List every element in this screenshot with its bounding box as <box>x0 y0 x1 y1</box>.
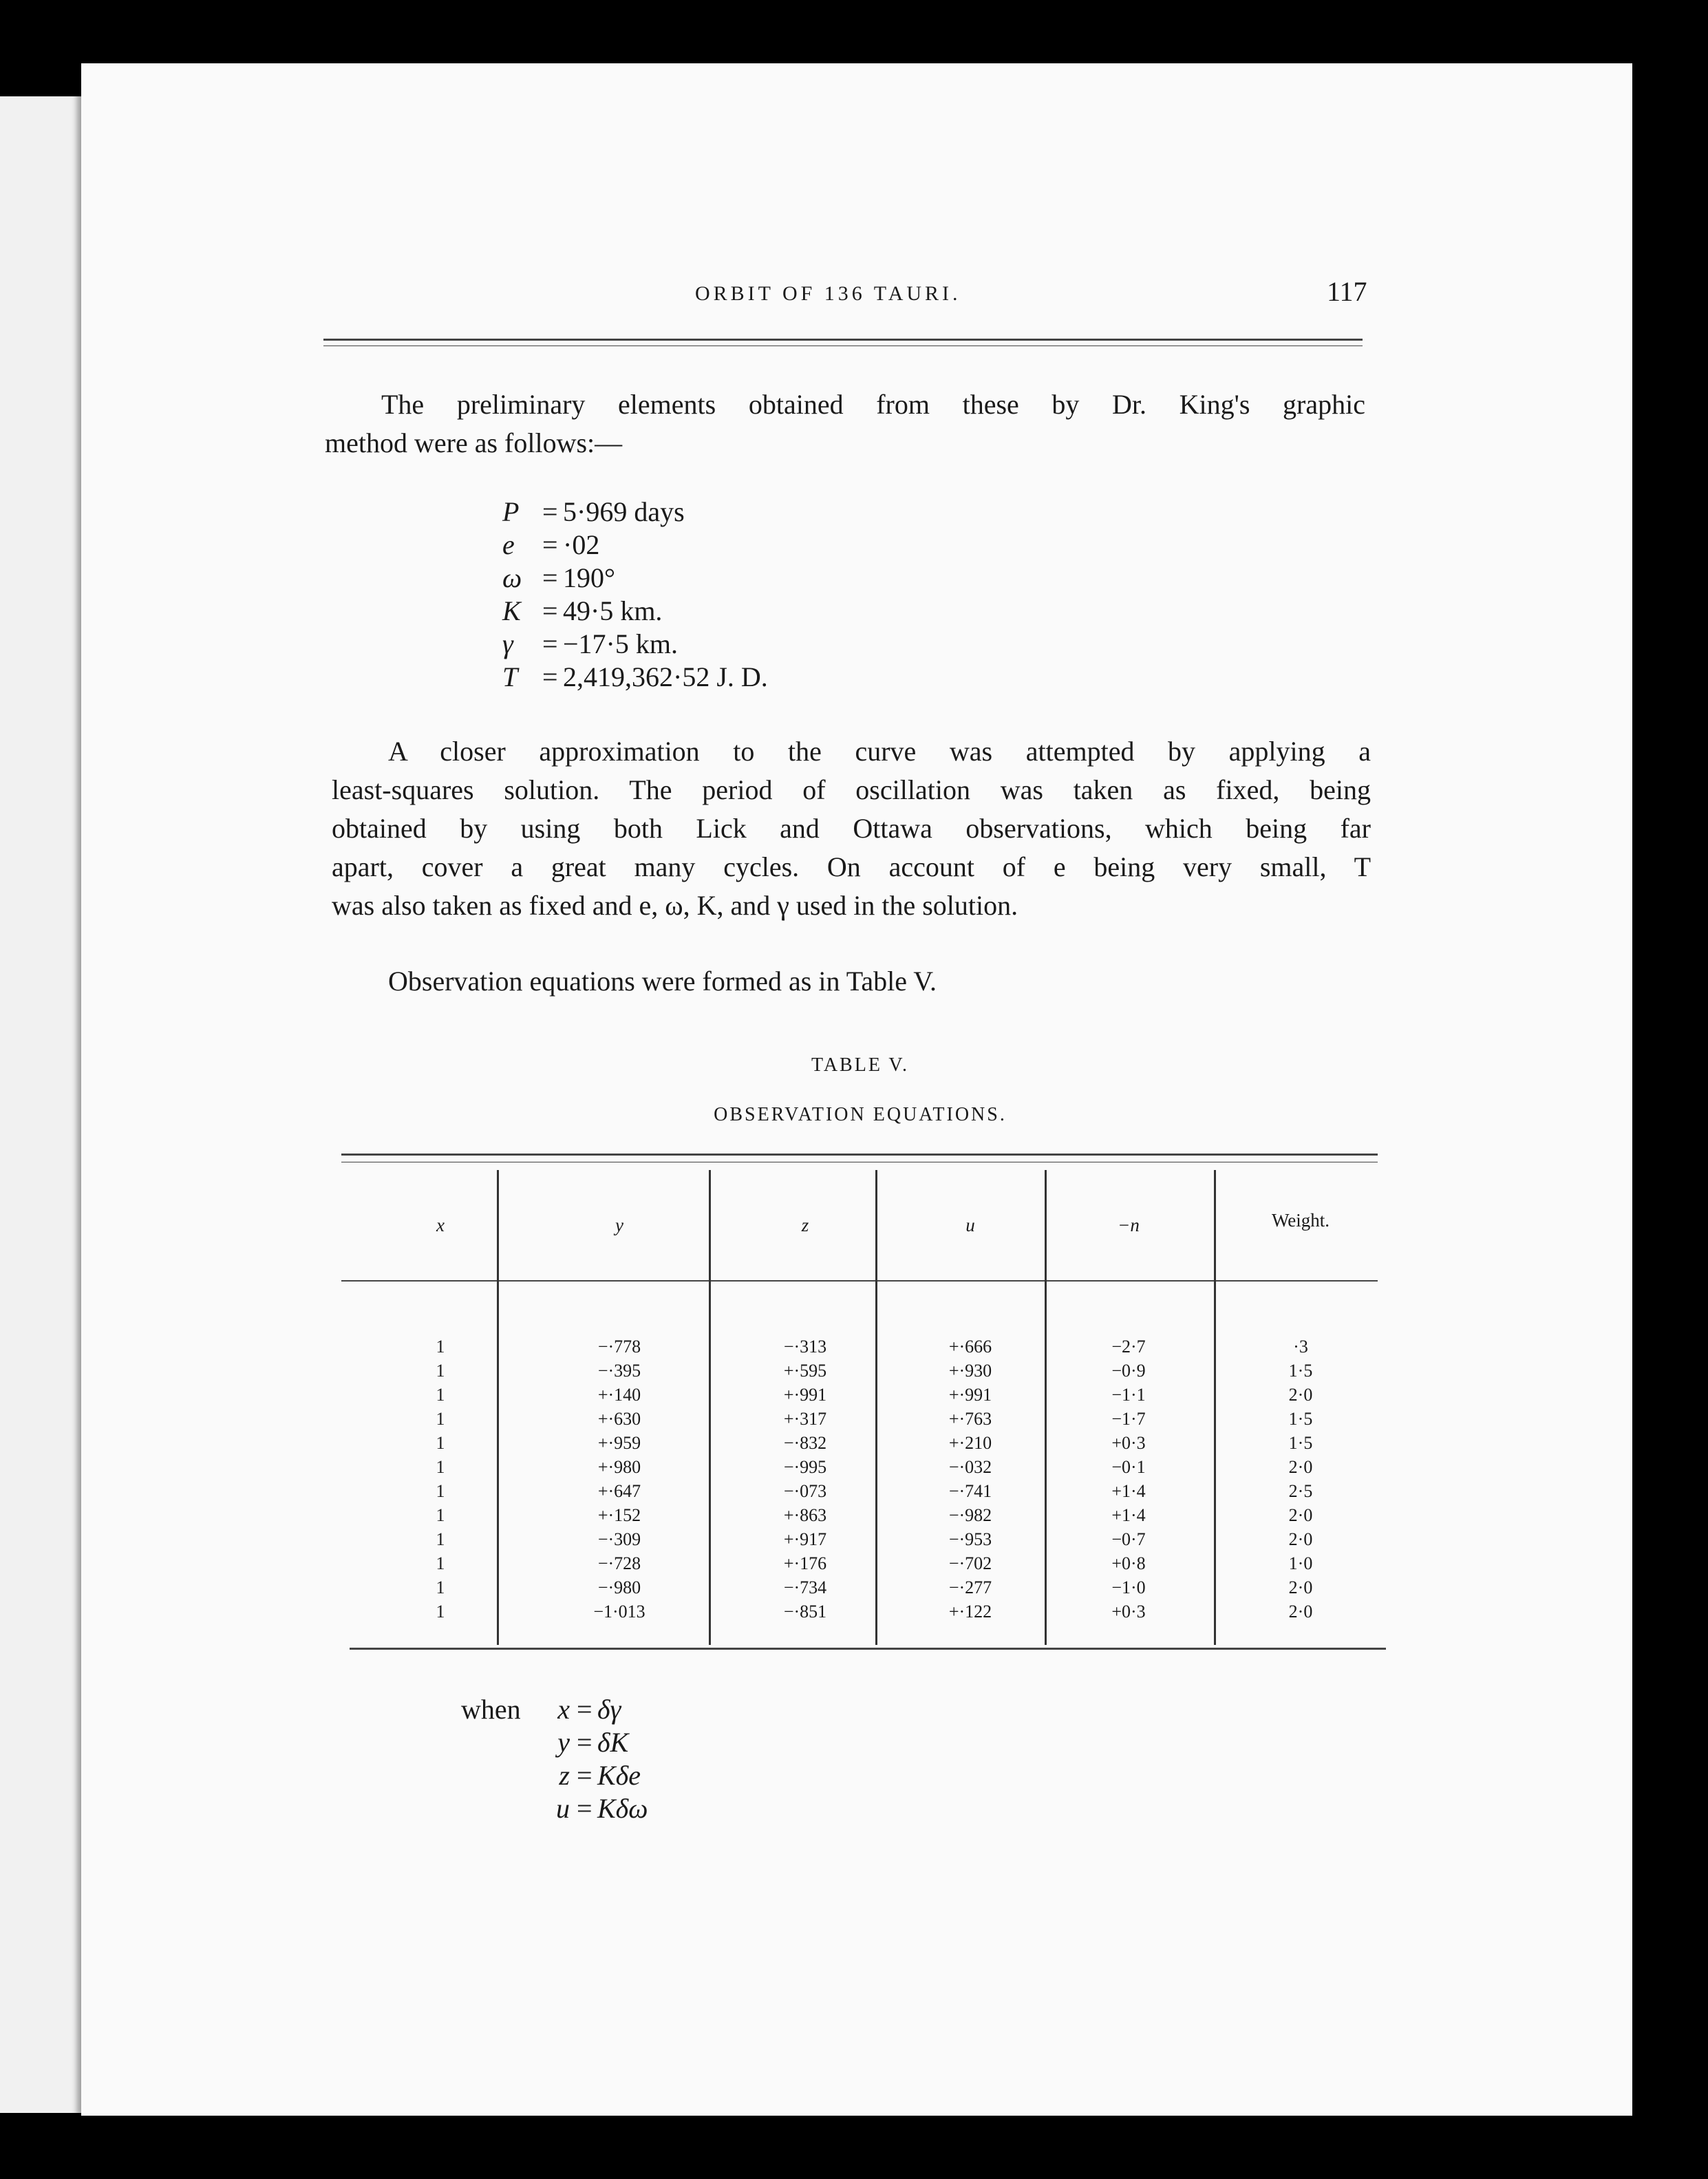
table-cell-n: −1·7 <box>1111 1409 1146 1429</box>
table-cell-z: +·317 <box>783 1409 827 1429</box>
table-cell-z: +·917 <box>783 1529 827 1549</box>
table-cell-z: −·734 <box>783 1577 827 1597</box>
variable-definitions <box>461 1693 648 1825</box>
table-cell-u: +·210 <box>948 1433 992 1453</box>
definition-row: z = Kδe <box>559 1760 641 1791</box>
table-cell-weight: 2·5 <box>1288 1481 1313 1501</box>
table-cell-n: +0·3 <box>1111 1433 1146 1453</box>
column-header-u: u <box>965 1215 975 1235</box>
table-cell-z: −·851 <box>783 1602 827 1622</box>
table-cell-weight: 1·5 <box>1288 1361 1313 1381</box>
table-cell-u: −·741 <box>948 1481 992 1501</box>
paragraph-2-line-2: least-squares solution. The period of oscillation was taken as fixed, being <box>332 774 1371 805</box>
table-cell-weight: 1·5 <box>1288 1433 1313 1453</box>
table-cell-y: +·140 <box>597 1385 641 1405</box>
table-cell-weight: 2·0 <box>1288 1529 1313 1549</box>
table-cell-y: +·959 <box>597 1433 641 1453</box>
table-cell-n: +1·4 <box>1111 1481 1146 1501</box>
table-cell-x: 1 <box>436 1481 445 1501</box>
table-subcaption: OBSERVATION EQUATIONS. <box>714 1104 1007 1125</box>
table-cell-z: +·991 <box>783 1385 827 1405</box>
table-cell-u: +·763 <box>948 1409 992 1429</box>
definition-row: when x = δγ <box>461 1694 621 1725</box>
element-row: K = 49·5 km. <box>502 595 663 626</box>
table-cell-y: −·309 <box>597 1529 641 1549</box>
table-cell-z: −·832 <box>783 1433 827 1453</box>
table-cell-n: +0·3 <box>1111 1602 1146 1622</box>
paragraph-2-line-3: obtained by using both Lick and Ottawa observations, which being far <box>332 813 1371 844</box>
paragraph-2-line-1: A closer approximation to the curve was attempted by applying a <box>388 736 1371 767</box>
table-cell-u: −·702 <box>948 1553 992 1573</box>
table-cell-y: −·395 <box>597 1361 641 1381</box>
table-cell-u: −·953 <box>948 1529 992 1549</box>
table-cell-y: −·980 <box>597 1577 641 1597</box>
column-header-z: z <box>801 1215 809 1235</box>
table-cell-u: +·991 <box>948 1385 992 1405</box>
paragraph-3: Observation equations were formed as in Table V. <box>388 966 937 997</box>
table-cell-n: −0·9 <box>1111 1361 1146 1381</box>
column-separator <box>875 1170 877 1645</box>
table-cell-u: +·930 <box>948 1361 992 1381</box>
element-row: γ = −17·5 km. <box>502 628 678 659</box>
page-number: 117 <box>1327 276 1367 307</box>
table-cell-z: +·595 <box>783 1361 827 1381</box>
table-cell-z: −·073 <box>783 1481 827 1501</box>
preliminary-elements <box>502 496 768 694</box>
table-cell-weight: 2·0 <box>1288 1602 1313 1622</box>
table-cell-weight: 2·0 <box>1288 1457 1313 1477</box>
table-cell-x: 1 <box>436 1361 445 1381</box>
table-cell-z: −·313 <box>783 1337 827 1357</box>
element-row: T = 2,419,362·52 J. D. <box>502 661 768 692</box>
table-top-rule <box>341 1154 1378 1156</box>
table-cell-weight: ·3 <box>1293 1337 1308 1357</box>
column-separator <box>497 1170 499 1645</box>
table-cell-weight: 2·0 <box>1288 1385 1313 1405</box>
column-separator <box>709 1170 711 1645</box>
definition-row: u = Kδω <box>556 1793 648 1824</box>
column-separator <box>1045 1170 1047 1645</box>
table-cell-n: −1·0 <box>1111 1577 1146 1597</box>
table-cell-x: 1 <box>436 1385 445 1405</box>
table-cell-u: −·032 <box>948 1457 992 1477</box>
table-cell-x: 1 <box>436 1529 445 1549</box>
column-header-n: −n <box>1118 1215 1140 1235</box>
table-cell-x: 1 <box>436 1457 445 1477</box>
paragraph-2-line-4: apart, cover a great many cycles. On account of e being very small, T <box>332 851 1371 882</box>
paragraph-1-line-1: The preliminary elements obtained from these by Dr. King's graphic <box>381 389 1365 420</box>
table-cell-weight: 1·5 <box>1288 1409 1313 1429</box>
definition-row: y = δK <box>557 1727 629 1758</box>
element-row: ω = 190° <box>502 562 615 593</box>
table-cell-u: −·982 <box>948 1505 992 1525</box>
table-cell-y: +·630 <box>597 1409 641 1429</box>
table-cell-x: 1 <box>436 1433 445 1453</box>
table-cell-u: −·277 <box>948 1577 992 1597</box>
table-cell-weight: 2·0 <box>1288 1577 1313 1597</box>
element-row: e = ·02 <box>502 529 600 560</box>
column-header-weight: Weight. <box>1271 1210 1330 1231</box>
table-cell-z: +·863 <box>783 1505 827 1525</box>
table-bottom-rule <box>350 1648 1386 1650</box>
paragraph-1-line-2: method were as follows:— <box>325 427 623 458</box>
running-title: ORBIT OF 136 TAURI. <box>695 282 961 305</box>
column-header-x: x <box>436 1215 445 1235</box>
table-cell-n: −2·7 <box>1111 1337 1146 1357</box>
table-cell-x: 1 <box>436 1505 445 1525</box>
table-cell-n: −0·1 <box>1111 1457 1146 1477</box>
table-cell-y: −·728 <box>597 1553 641 1573</box>
table-cell-x: 1 <box>436 1577 445 1597</box>
paragraph-2-line-5: was also taken as fixed and e, ω, K, and γ used in the solution. <box>332 890 1018 921</box>
table-cell-y: −1·013 <box>593 1602 645 1622</box>
document-page <box>81 63 1632 2116</box>
table-cell-y: −·778 <box>597 1337 641 1357</box>
table-cell-u: +·666 <box>948 1337 992 1357</box>
table-cell-u: +·122 <box>948 1602 992 1622</box>
table-cell-y: +·647 <box>597 1481 641 1501</box>
table-cell-weight: 2·0 <box>1288 1505 1313 1525</box>
table-cell-z: +·176 <box>783 1553 827 1573</box>
table-cell-x: 1 <box>436 1553 445 1573</box>
table-cell-weight: 1·0 <box>1288 1553 1313 1573</box>
table-cell-n: −0·7 <box>1111 1529 1146 1549</box>
table-cell-n: +0·8 <box>1111 1553 1146 1573</box>
table-cell-x: 1 <box>436 1409 445 1429</box>
column-header-y: y <box>615 1215 623 1235</box>
table-cell-y: +·980 <box>597 1457 641 1477</box>
table-cell-n: −1·1 <box>1111 1385 1146 1405</box>
element-row: P = 5·969 days <box>502 496 685 527</box>
header-rule <box>323 339 1363 341</box>
column-separator <box>1214 1170 1216 1645</box>
table-cell-n: +1·4 <box>1111 1505 1146 1525</box>
table-cell-z: −·995 <box>783 1457 827 1477</box>
table-cell-y: +·152 <box>597 1505 641 1525</box>
table-cell-x: 1 <box>436 1602 445 1622</box>
table-cell-x: 1 <box>436 1337 445 1357</box>
table-caption: TABLE V. <box>811 1054 910 1076</box>
